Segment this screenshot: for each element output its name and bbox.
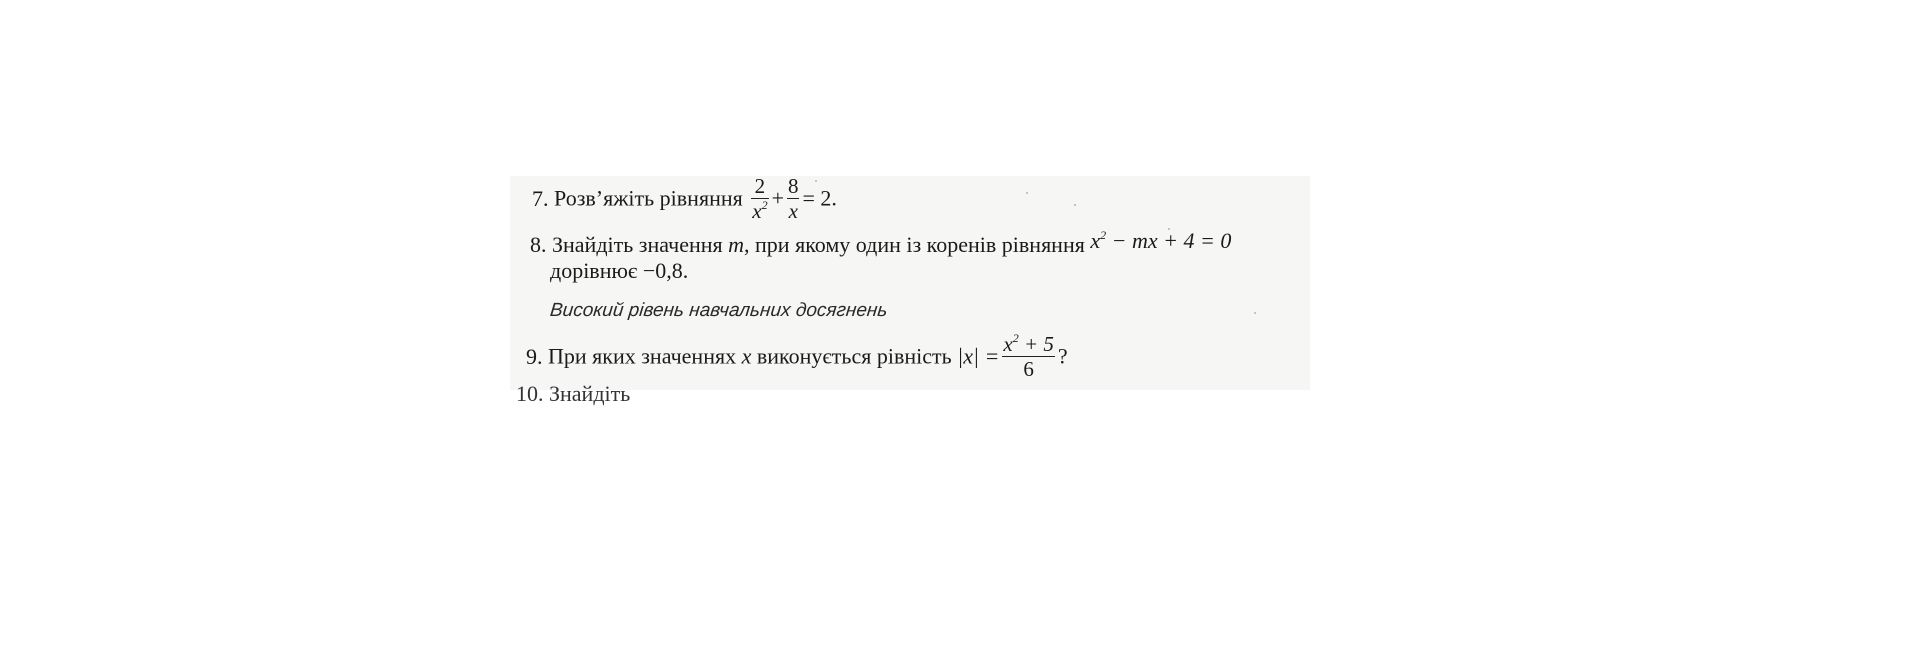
section-heading: Високий рівень навчальних досягнень [548,300,889,321]
denominator: x [788,199,798,223]
variable-x: x [741,343,752,369]
fraction-8-over-x [786,174,801,223]
problem-10-cut: 10. Знайдіть [516,381,631,406]
numerator: $x^2 + 5$ [1003,331,1054,356]
problem-text: Розв’яжіть рівняння [554,185,743,211]
problem-text: При яких значеннях [548,343,737,369]
absolute-value: |x| = [957,343,1000,369]
problem-text: Знайдіть значення [552,232,723,257]
scanned-page [510,174,1310,406]
fraction-x2-plus-5-over-6 [1001,332,1056,381]
plus-sign: + [771,185,784,211]
problem-8 [530,228,1232,257]
problem-number: 8. [530,232,547,257]
problem-number: 7. [532,185,549,211]
equation-rhs: = 2. [802,185,837,211]
problem-text: виконується рівність [756,343,952,369]
problem-9 [526,331,1068,383]
quadratic-equation: $x^2$ − mx + 4 = 0 [1090,228,1232,253]
problem-7 [532,176,837,225]
problem-number: 9. [526,343,543,369]
problem-text: дорівнює −0,8. [550,258,689,283]
scan-speck [1026,192,1028,194]
problem-8-line2 [550,260,688,282]
numerator: 2 [754,174,766,198]
fraction-2-over-x2 [750,174,769,223]
numerator: 8 [787,174,799,198]
denominator: 6 [1023,357,1034,381]
scan-speck [1254,312,1256,314]
scan-speck [1074,204,1076,206]
problem-text: , при якому один із коренів рівняння [744,232,1085,257]
variable-m: m [728,232,745,257]
question-mark: ? [1057,343,1068,369]
denominator: $x^2$ [752,198,768,223]
